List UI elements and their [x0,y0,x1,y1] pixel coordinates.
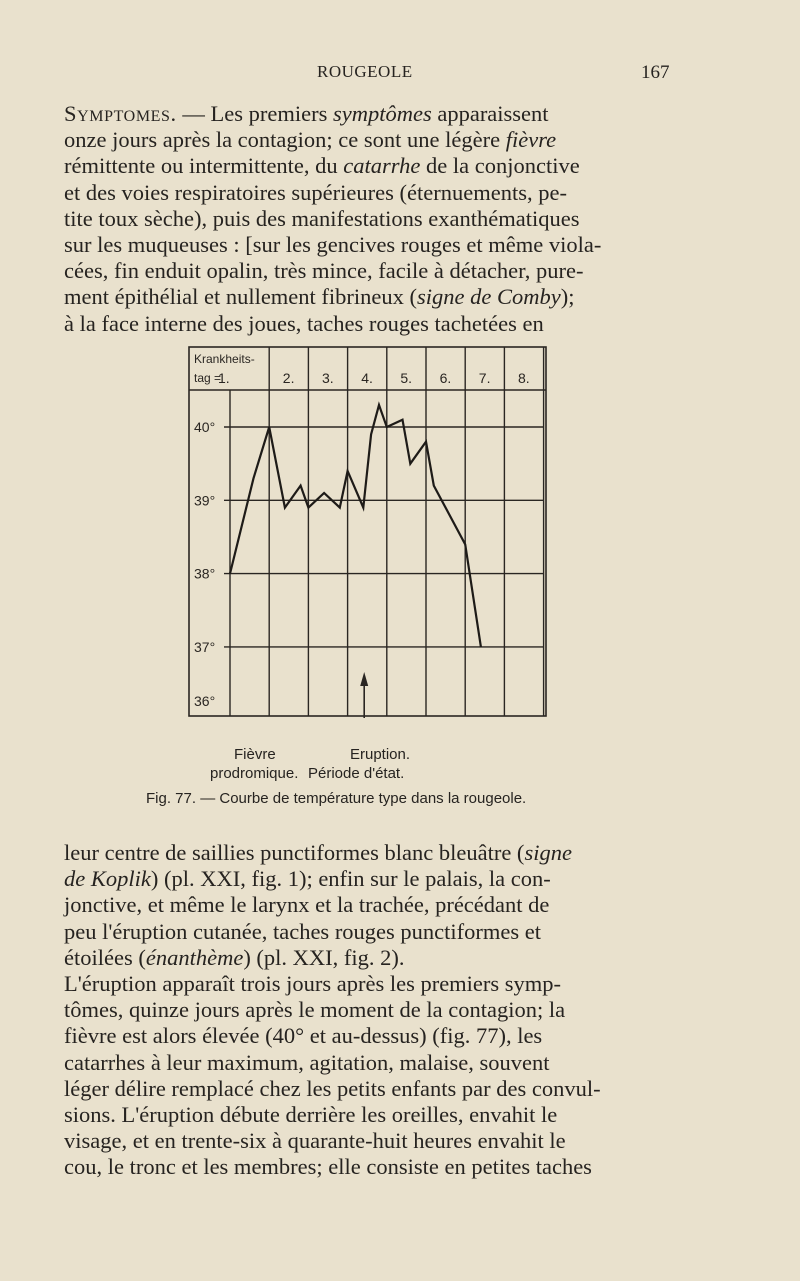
text-run: ) (pl. XXI, fig. 1); enfin sur le palais, la con- [150,866,551,892]
text-run: catarrhes à leur maximum, agitation, malaise, souvent [64,1049,550,1075]
text-run: ) (pl. XXI, fig. 2). [243,944,405,970]
header-label-line1: Krankheits- [194,352,255,366]
running-title: ROUGEOLE [317,62,413,81]
text-line [64,971,680,997]
text-run: — Les premiers [176,101,333,126]
text-run: énanthème [145,944,244,970]
label-prodromic: prodromique. [210,765,299,782]
temperature-tick-label: 39° [194,492,216,509]
text-run: à la face interne des joues, taches rouges tachetées en [64,310,544,336]
text-run: tite toux sèche), puis des manifestations exanthématiques [64,205,580,231]
text-line [64,1023,680,1049]
text-line [64,258,680,284]
text-line [64,311,680,337]
text-run: tômes, quinze jours après le moment de la contagion; la [64,997,566,1023]
text-line [64,101,680,127]
header-label-line2: tag = [194,371,222,385]
figure-caption: Fig. 77. — Courbe de température type dans la rougeole. [146,790,527,807]
day-tick-label: 7. [478,370,491,386]
day-tick-label: 5. [400,370,413,386]
text-run: visage, et en trente-six à quarante-huit heures envahit le [64,1128,566,1154]
text-line [64,866,680,892]
page-number: 167 [641,62,670,83]
day-tick-label: 2. [282,370,295,386]
paragraph-eruption [64,840,680,1181]
temperature-tick-label: 36° [194,693,216,709]
paragraph-symptoms [64,101,680,337]
text-run: de la conjonctive [420,153,580,179]
text-run: signe de Comby [417,284,561,310]
text-run: catarrhe [343,153,421,179]
text-run: signe [524,840,572,865]
text-line [64,1050,680,1076]
temperature-tick-label: 37° [194,638,216,655]
text-line [64,1154,680,1180]
temperature-tick-label: 38° [194,565,216,582]
text-run: jonctive, et même le larynx et la trachée, précédant de [64,892,550,918]
text-run: onze jours après la contagion; ce sont une légère [64,127,506,153]
text-run: léger délire remplacé chez les petits enfants par des convul- [64,1075,601,1101]
text-line [64,206,680,232]
text-run: cées, fin enduit opalin, très mince, facile à détacher, pure- [64,258,584,284]
chart-frame [189,347,546,716]
day-tick-label: 3. [322,370,334,386]
text-run: ment épithélial et nullement fibrineux ( [64,284,418,310]
text-line [64,232,680,258]
text-line [64,153,680,179]
text-run: cou, le tronc et les membres; elle consiste en petites taches [64,1154,592,1180]
label-eruption: Eruption. [350,746,411,763]
text-line [64,840,680,866]
text-line [64,919,680,945]
page-header [0,58,800,88]
text-run: rémittente ou intermittente, du [64,153,344,179]
text-run: fièvre est alors élevée (40° et au-dessus) (fig. 77), les [64,1023,543,1049]
text-run: étoilées ( [64,944,146,970]
text-run: et des voies respiratoires supérieures (éternuements, pe- [64,179,567,205]
label-periode: Période d'état. [308,765,405,782]
text-line [64,284,680,310]
text-line [64,1128,680,1154]
text-run: sions. L'éruption débute derrière les oreilles, envahit le [64,1102,558,1128]
text-line [64,127,680,153]
text-run: leur centre de saillies punctiformes blanc bleuâtre ( [64,840,525,865]
day-tick-label: 1. [218,370,230,386]
text-run: peu l'éruption cutanée, taches rouges punctiformes et [64,918,542,944]
text-line [64,1102,680,1128]
day-tick-label: 6. [439,370,452,386]
temperature-chart [188,346,548,718]
label-fever: Fièvre [234,746,276,763]
text-line [64,945,680,971]
text-line [64,1076,680,1102]
text-run: L'éruption apparaît trois jours après les premiers symp- [64,971,562,997]
day-tick-label: 8. [518,370,530,386]
text-run: fièvre [505,127,557,153]
text-line [64,997,680,1023]
text-run: de Koplik [64,866,151,892]
eruption-marker-arrowhead [360,672,368,686]
text-run: ); [560,284,575,310]
text-run: symptômes [332,101,432,126]
text-line [64,180,680,206]
temperature-chart-figure [188,346,548,718]
text-line [64,892,680,918]
text-run: apparaissent [431,101,549,126]
temperature-tick-label: 40° [194,419,216,435]
text-run: sur les muqueuses : [sur les gencives rouges et même viola- [64,232,602,258]
text-run: Symptomes. [64,101,177,126]
day-tick-label: 4. [361,370,373,386]
temperature-curve [230,405,481,647]
